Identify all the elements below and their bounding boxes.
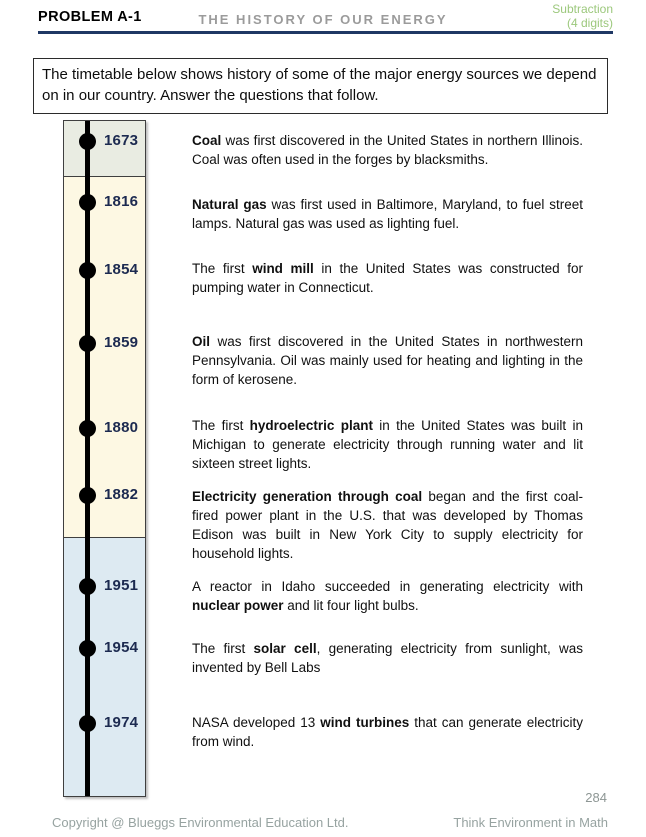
timeline-entry-text: Natural gas was first used in Baltimore, Maryland, to fuel street lamps. Natural gas was used as lighting fuel. [192, 197, 584, 231]
timeline-dot [79, 578, 96, 595]
timeline-entry-text: The first solar cell, generating electricity from sunlight, was invented by Bell Labs [192, 641, 583, 675]
timeline-year: 1816 [104, 193, 139, 210]
timeline-year: 1954 [104, 639, 139, 656]
footer-copyright: Copyright @ Blueggs Environmental Education Ltd. [52, 815, 349, 830]
timeline-dot [79, 487, 96, 504]
page-title: THE HISTORY OF OUR ENERGY [198, 12, 448, 27]
page-number: 284 [585, 790, 607, 805]
timeline-entry-text: A reactor in Idaho succeeded in generating electricity with nuclear power and lit four light bulbs. [192, 579, 583, 613]
timeline-year: 1880 [104, 419, 139, 436]
timeline-year: 1882 [104, 486, 139, 503]
timeline-year: 1854 [104, 261, 139, 278]
timeline-section-1800s [64, 177, 145, 538]
timeline-column [63, 120, 146, 797]
skill-tag [552, 3, 613, 30]
timeline-dot [79, 262, 96, 279]
skill-tag-line2: (4 digits) [566, 15, 613, 30]
timeline-axis-line [85, 121, 90, 796]
timeline-dot [79, 640, 96, 657]
timeline-year: 1974 [104, 714, 139, 731]
timeline-dot [79, 133, 96, 150]
timeline-entry-text: Electricity generation through coal began and the first coal-fired power plant in the U.S. that was developed by Thomas Edison was built in New York City to supply electricity for household lights. [192, 489, 584, 561]
instruction-box [33, 58, 608, 114]
problem-label: PROBLEM A-1 [38, 9, 142, 25]
instruction-text: The timetable below shows history of some of the major energy sources we depend on in our country. Answer the questions that follow. [42, 66, 597, 104]
footer-brand: Think Environment in Math [453, 815, 608, 830]
timeline-entry-text: Oil was first discovered in the United States in northwestern Pennsylvania. Oil was mainly used for heating and lighting in the form of kerosene. [192, 334, 583, 387]
timeline-dot [79, 194, 96, 211]
timeline-entry-text: The first hydroelectric plant in the United States was built in Michigan to generate electricity through running water and lit sixteen street lights. [192, 418, 583, 471]
timeline-entry-text: Coal was first discovered in the United States in northern Illinois. Coal was often used in the forges by blacksmiths. [192, 133, 583, 167]
timeline-entry-text: NASA developed 13 wind turbines that can generate electricity from wind. [192, 715, 584, 749]
timeline-dot [79, 715, 96, 732]
timeline-year: 1673 [104, 132, 139, 149]
header-rule [38, 31, 613, 34]
timeline-year: 1951 [104, 577, 139, 594]
timeline-dot [79, 335, 96, 352]
timeline-year: 1859 [104, 334, 139, 351]
skill-tag-line1: Subtraction [552, 2, 613, 16]
timeline-entry-text: The first wind mill in the United States was constructed for pumping water in Connecticut. [192, 261, 583, 295]
timeline-dot [79, 420, 96, 437]
